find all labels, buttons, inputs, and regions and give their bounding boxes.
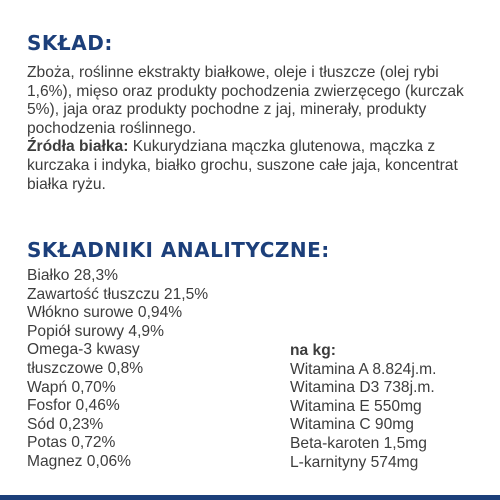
- additive-item-vitamin-e: Witamina E 550mg: [290, 397, 422, 415]
- composition-heading: SKŁAD:: [27, 31, 113, 55]
- protein-sources-label: Źródła białka:: [27, 138, 129, 156]
- additive-item-vitamin-a: Witamina A 8.824j.m.: [290, 360, 437, 378]
- analytical-item-omega3-line2: tłuszczowe 0,8%: [27, 359, 144, 377]
- analytical-item-phosphorus: Fosfor 0,46%: [27, 397, 120, 415]
- additives-label: na kg:: [290, 342, 336, 359]
- additives-list: [290, 342, 490, 472]
- additive-item-vitamin-d3: Witamina D3 738j.m.: [290, 379, 435, 397]
- analytical-item-calcium: Wapń 0,70%: [27, 378, 116, 396]
- bottom-accent-bar: [0, 495, 500, 500]
- analytical-item-ash: Popiół surowy 4,9%: [27, 322, 164, 340]
- analytical-item-protein: Białko 28,3%: [27, 267, 119, 284]
- composition-text-block: [27, 64, 482, 194]
- additive-item-l-carnitine: L-karnityny 574mg: [290, 453, 419, 471]
- additive-item-vitamin-c: Witamina C 90mg: [290, 416, 414, 434]
- analytical-list: [27, 267, 287, 472]
- analytical-item-omega3-line1: Omega-3 kwasy: [27, 341, 140, 359]
- analytical-item-magnesium: Magnez 0,06%: [27, 452, 132, 470]
- analytical-item-potassium: Potas 0,72%: [27, 434, 116, 452]
- analytical-item-fat: Zawartość tłuszczu 21,5%: [27, 285, 209, 303]
- analytical-item-sodium: Sód 0,23%: [27, 415, 104, 433]
- protein-sources: [27, 138, 482, 194]
- composition-text: Zboża, roślinne ekstrakty białkowe, oleje i tłuszcze (olej rybi 1,6%), mięso oraz produkty pochodzenia zwierzęcego (kurczak 5%), jaja oraz produkty pochodne z jaj, minerały, produkty pochodzenia roślinnego.: [27, 64, 464, 137]
- analytical-item-fibre: Włókno surowe 0,94%: [27, 304, 183, 322]
- additive-item-beta-carotene: Beta-karoten 1,5mg: [290, 434, 427, 452]
- protein-sources-text: Kukurydziana mączka glutenowa, mączka z kurczaka i indyka, białko grochu, suszone całe jaja, koncentrat białka ryżu.: [27, 138, 458, 193]
- analytical-heading: SKŁADNIKI ANALITYCZNE:: [27, 238, 330, 262]
